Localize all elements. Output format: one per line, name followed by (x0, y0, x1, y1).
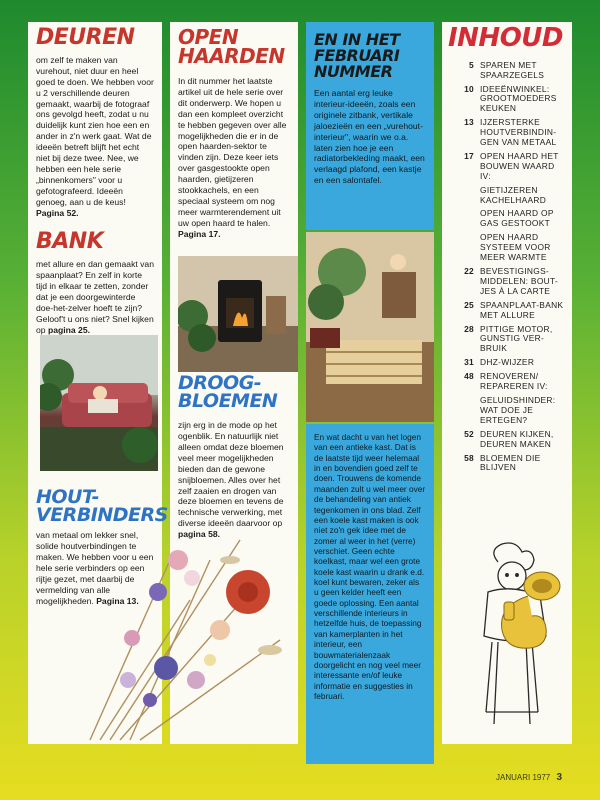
toc-page-number: 25 (464, 299, 474, 310)
droogbloemen-title-line1: DROOG- (178, 372, 262, 394)
droogbloemen-body: zijn erg in de mode op het ogenblik. En natuurlijk niet alleen omdat deze bloemen veel meer mogelijkheden bieden dan de gewone snijbloemen. Alles over het zelf zaaien en drogen van deze bloemen en tevens de technische verwerking, met diverse ideeën daarvoor op pagina 58. (178, 420, 284, 540)
haarden-title-line2: HAARDEN (178, 44, 285, 68)
februari-intro: Een aantal erg leuke interieur-ideeën, zoals een originele zitbank, vertikale jaloezieën en een „vurehout-interieur", waarin we o.a. laten zien hoe je een radiatorbekleding maakt, een verlaagd plafond, een kastje en een salontafel. (314, 88, 425, 186)
deuren-page-link: Pagina 52. (36, 207, 79, 218)
februari-body: En wat dacht u van het logen van een antieke kast. Dat is de laatste tijd weer helemaal in en bovendien goed zelf te doen. Trouwens de komende maanden zult u wel meer over de behandeling van antiek tegenkomen in ons blad. Zelf een koele kast maken is ook niet zo'n gek idee met de zomer al weer in het (verre) verschiet. Geen echte koelkast, maar wel een grote koele kast waarin u drank e.d. koel kunt bewaren, zeker als u geen kelder heeft een goede oplossing. Een aantal verschillende interieurs in hetzelfde huis, de toepassing van kamerplanten in het interieur, een bouwmaterialenzaak doorgelicht en nog veel meer interessante en/of leuke informatie en suggesties in februari. (314, 432, 426, 701)
bank-body: met allure en dan gemaakt van spaanplaat? En zelf in korte tijd in elkaar te zetten, zonder dat je een doorgewinterde doe-het-zelver hoeft te zijn? Geloof't u ons niet? Snel kijken op pagina 25. (36, 259, 154, 335)
toc-item (448, 152, 566, 182)
issue-date: JANUARI 1977 (496, 773, 551, 782)
toc-page-number: 13 (464, 117, 474, 128)
toc-title: SPAANPLAAT-BANK MET ALLURE (480, 299, 564, 320)
droogbloemen-page-link: pagina 58. (178, 529, 221, 540)
toc-title: SPAREN MET SPAARZEGELS (480, 59, 545, 80)
toc-title: RENOVEREN/ REPAREREN IV: (480, 371, 548, 392)
toc-page-number: 52 (464, 428, 474, 439)
toc-title: IJZERSTERKE HOUTVERBINDIN-GEN VAN METAAL (480, 117, 557, 148)
toc-page-number: 58 (464, 452, 474, 463)
haarden-title (178, 25, 290, 68)
toc-title: DHZ-WIJZER (480, 357, 535, 368)
februari-column (306, 22, 434, 744)
toc-title: PITTIGE MOTOR, GUNSTIG VER-BRUIK (480, 323, 553, 354)
toc-item (448, 430, 566, 450)
toc-subitem: GIETIJZEREN KACHELHAARD (480, 184, 547, 205)
toc-item (448, 267, 566, 297)
toc-title: BLOEMEN DIE BLIJVEN (480, 452, 541, 473)
toc-page-number: 22 (464, 266, 474, 276)
droogbloemen-title-line2: BLOEMEN (178, 390, 278, 413)
februari-title-line3: NUMMER (314, 62, 393, 81)
sofa-photo (40, 335, 158, 471)
toc-page-number: 17 (464, 150, 474, 161)
toc-item (448, 358, 566, 368)
toc-item (448, 85, 566, 115)
page-footer (496, 772, 562, 783)
tuba-player-illustration (458, 542, 568, 742)
toc-item (448, 454, 566, 474)
houtverbinders-title-line2: VERBINDERS (36, 504, 168, 527)
houtverbinders-title-line1: HOUT- (36, 486, 100, 508)
haarden-page-link: Pagina 17. (178, 228, 221, 239)
februari-title-line2: FEBRUARI (314, 46, 400, 65)
toc-title: BEVESTIGINGS-MIDDELEN: BOUT-JES À LA CARTE (480, 266, 559, 296)
fireplace-photo-illustration (178, 256, 298, 372)
toc-page-number: 48 (464, 371, 474, 382)
livingroom-photo (306, 232, 434, 422)
februari-title (314, 32, 426, 80)
toc-page-number: 10 (464, 83, 474, 94)
inhoud-title: INHOUD (448, 23, 563, 53)
toc-page-number: 5 (469, 59, 474, 70)
toc-list (448, 61, 566, 474)
toc-page-number: 28 (464, 323, 474, 334)
toc-item (448, 61, 566, 81)
deuren-body: om zelf te maken van vurehout, niet duur en heel goed te doen. We hebben voor u 2 verschillende deuren gemaakt, waarbij de fotograaf ons gevolgd heeft, zodat u nu duidelijk kunt zien hoe een en ander in z'n werk gaat. Wat de ideeën betreft blijft het echt niet bij deze twee. Nee, we hebben een hele serie „binnenkomers" voor u gefotografeerd. Ideeën genoeg, aan u de keus! Pagina 52. (36, 54, 154, 218)
inhoud-column (442, 22, 572, 744)
toc-item (448, 372, 566, 392)
houtverbinders-body: van metaal om lekker snel, solide houtverbindingen te maken. We hebben voor u een hele serie verbinders op een rijtje gezet, met daarbij de vermelding van alle mogelijkheden. Pagina 13. (36, 530, 154, 606)
toc-item (448, 325, 566, 355)
toc-page-number: 31 (464, 357, 474, 368)
fireplace-photo (178, 256, 298, 372)
toc-item (448, 118, 566, 148)
dried-flowers-illustration (70, 520, 310, 750)
februari-title-line1: EN IN HET (314, 30, 400, 49)
februari-box (306, 22, 434, 230)
sofa-photo-illustration (40, 335, 158, 471)
toc-subitem: OPEN HAARD SYSTEEM VOOR MEER WARMTE (480, 232, 551, 263)
haarden-title-line1: OPEN (178, 25, 239, 49)
februari-body-box (306, 424, 434, 764)
toc-subitem: OPEN HAARD OP GAS GESTOOKT (480, 208, 554, 229)
toc-item (448, 301, 566, 321)
toc-title: DEUREN KIJKEN, DEUREN MAKEN (480, 428, 554, 449)
droogbloemen-title (178, 372, 294, 413)
livingroom-photo-illustration (306, 232, 434, 422)
houtverbinders-page-link: Pagina 13. (96, 595, 139, 606)
toc-title: IDEEËNWINKEL: GROOTMOEDERS KEUKEN (480, 83, 557, 114)
toc-title: OPEN HAARD HET BOUWEN WAARD IV: (480, 150, 559, 181)
houtverbinders-title (36, 486, 168, 527)
bank-page-link: pagina 25. (47, 324, 90, 335)
deuren-title: DEUREN (36, 25, 135, 50)
toc-subitem: GELUIDSHINDER: WAT DOE JE ERTEGEN? (480, 394, 556, 425)
bank-title: BANK (36, 229, 104, 255)
haarden-body: In dit nummer het laatste artikel uit de hele serie over dit onderwerp. We hopen u dan een kompleet overzicht te hebben gegeven over alle mogelijkheden die er in de open haarden-sektor te vinden zijn. Deze keer iets over gasgestookte open haarden, gietijzeren stookkachels, en een speciaal systeem om nog meer warmterendement uit uw open haard te halen. Pagina 17. (178, 76, 287, 239)
page-number: 3 (556, 772, 563, 783)
